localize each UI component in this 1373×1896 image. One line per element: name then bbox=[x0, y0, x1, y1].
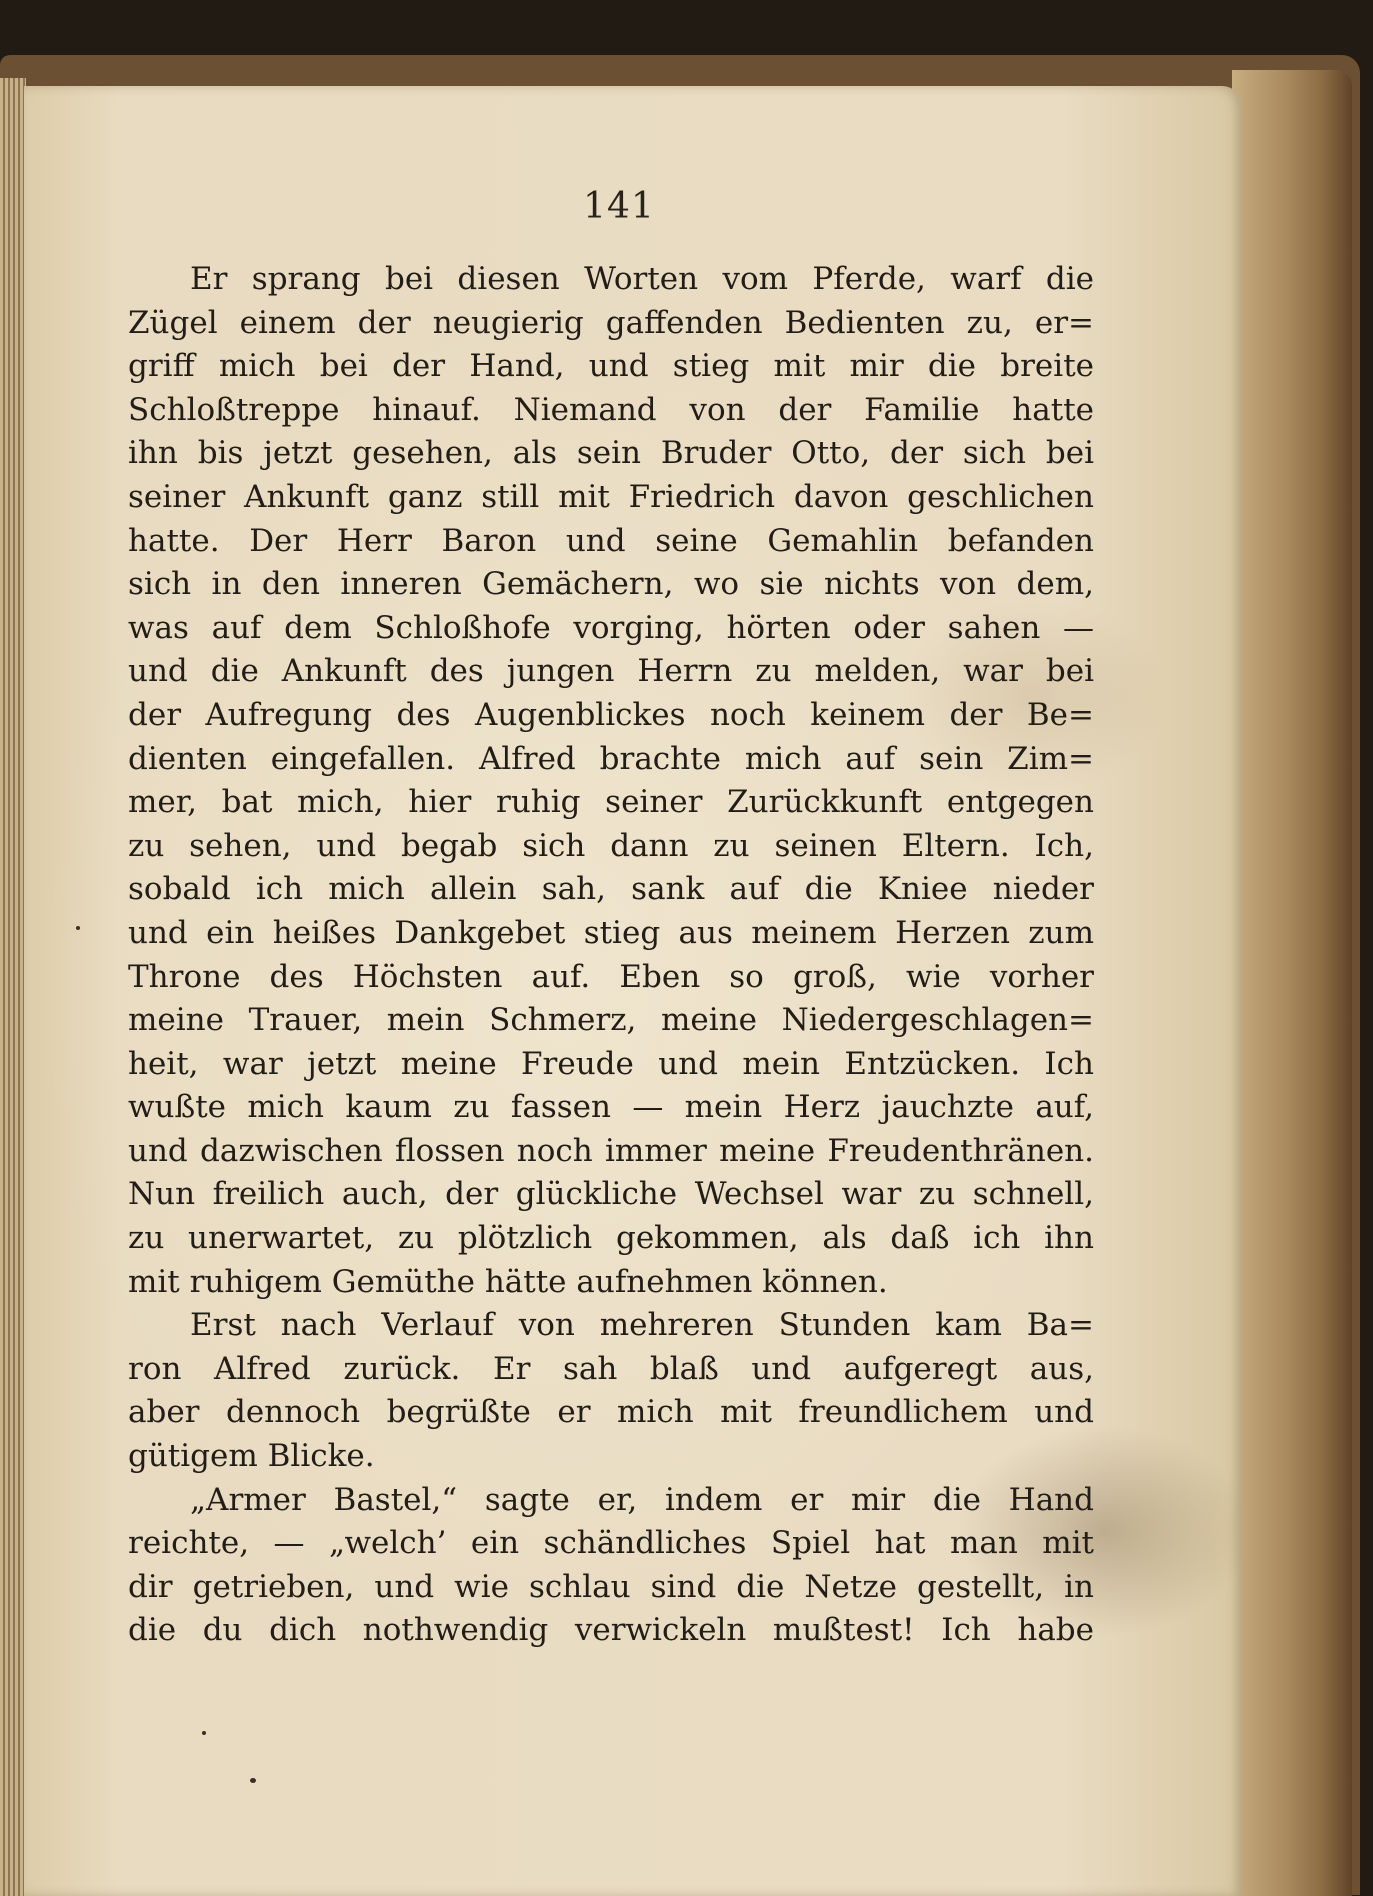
text-line: sich in den inneren Gemächern, wo sie nichts von dem, bbox=[128, 566, 1094, 603]
text-line: was auf dem Schloßhofe vorging, hörten oder sahen — bbox=[128, 609, 1094, 646]
text-line: wußte mich kaum zu fassen — mein Herz jauchzte auf, bbox=[128, 1089, 1094, 1126]
book-page bbox=[24, 86, 1242, 1896]
text-line: hatte. Der Herr Baron und seine Gemahlin befanden bbox=[128, 522, 1094, 559]
text-line: dir getrieben, und wie schlau sind die Netze gestellt, in bbox=[128, 1568, 1094, 1605]
text-line: Erst nach Verlauf von mehreren Stunden kam Ba= bbox=[190, 1307, 1094, 1344]
text-line: aber dennoch begrüßte er mich mit freundlichem und bbox=[128, 1394, 1094, 1431]
right-page-stack bbox=[1232, 70, 1352, 1896]
text-line: Er sprang bei diesen Worten vom Pferde, warf die bbox=[190, 261, 1094, 297]
text-line: seiner Ankunft ganz still mit Friedrich davon geschlichen bbox=[128, 478, 1094, 515]
text-line: und die Ankunft des jungen Herrn zu melden, war bei bbox=[128, 653, 1094, 690]
ink-speck bbox=[250, 1778, 256, 1783]
text-line: mer, bat mich, hier ruhig seiner Zurückkunft entgegen bbox=[128, 784, 1094, 821]
text-line: der Aufregung des Augenblickes noch keinem der Be= bbox=[128, 696, 1094, 733]
text-line: dienten eingefallen. Alfred brachte mich auf sein Zim= bbox=[128, 740, 1094, 777]
text-line: „Armer Bastel,“ sagte er, indem er mir die Hand bbox=[190, 1481, 1094, 1518]
text-line: und ein heißes Dankgebet stieg aus meinem Herzen zum bbox=[128, 914, 1094, 951]
text-line: griff mich bei der Hand, und stieg mit mir die breite bbox=[128, 348, 1094, 385]
text-line: mit ruhigem Gemüthe hätte aufnehmen können. bbox=[128, 1263, 888, 1300]
text-line: ihn bis jetzt gesehen, als sein Bruder Otto, der sich bei bbox=[128, 435, 1094, 472]
text-line: reichte, — „welch’ ein schändliches Spiel hat man mit bbox=[128, 1525, 1094, 1562]
text-line: Nun freilich auch, der glückliche Wechsel war zu schnell, bbox=[128, 1176, 1094, 1213]
text-line: Throne des Höchsten auf. Eben so groß, wie vorher bbox=[128, 958, 1094, 995]
text-line: Zügel einem der neugierig gaffenden Bedienten zu, er= bbox=[128, 304, 1094, 341]
text-line: und dazwischen flossen noch immer meine Freudenthränen. bbox=[128, 1132, 1094, 1169]
text-line: ron Alfred zurück. Er sah blaß und aufgeregt aus, bbox=[128, 1350, 1094, 1387]
body-text bbox=[128, 258, 1094, 1653]
text-line: gütigem Blicke. bbox=[128, 1438, 375, 1475]
text-line: sobald ich mich allein sah, sank auf die Kniee nieder bbox=[128, 871, 1094, 908]
text-line: meine Trauer, mein Schmerz, meine Niedergeschlagen= bbox=[128, 1002, 1094, 1039]
ink-speck bbox=[202, 1731, 206, 1735]
ink-speck bbox=[76, 926, 80, 930]
page-number: 141 bbox=[583, 186, 655, 227]
text-line: heit, war jetzt meine Freude und mein Entzücken. Ich bbox=[128, 1045, 1094, 1082]
text-line: zu unerwartet, zu plötzlich gekommen, als daß ich ihn bbox=[128, 1220, 1094, 1257]
text-line: zu sehen, und begab sich dann zu seinen Eltern. Ich, bbox=[128, 827, 1094, 864]
text-line: die du dich nothwendig verwickeln mußtest! Ich habe bbox=[128, 1612, 1094, 1649]
left-page-stack bbox=[0, 78, 26, 1896]
text-line: Schloßtreppe hinauf. Niemand von der Familie hatte bbox=[128, 391, 1094, 428]
